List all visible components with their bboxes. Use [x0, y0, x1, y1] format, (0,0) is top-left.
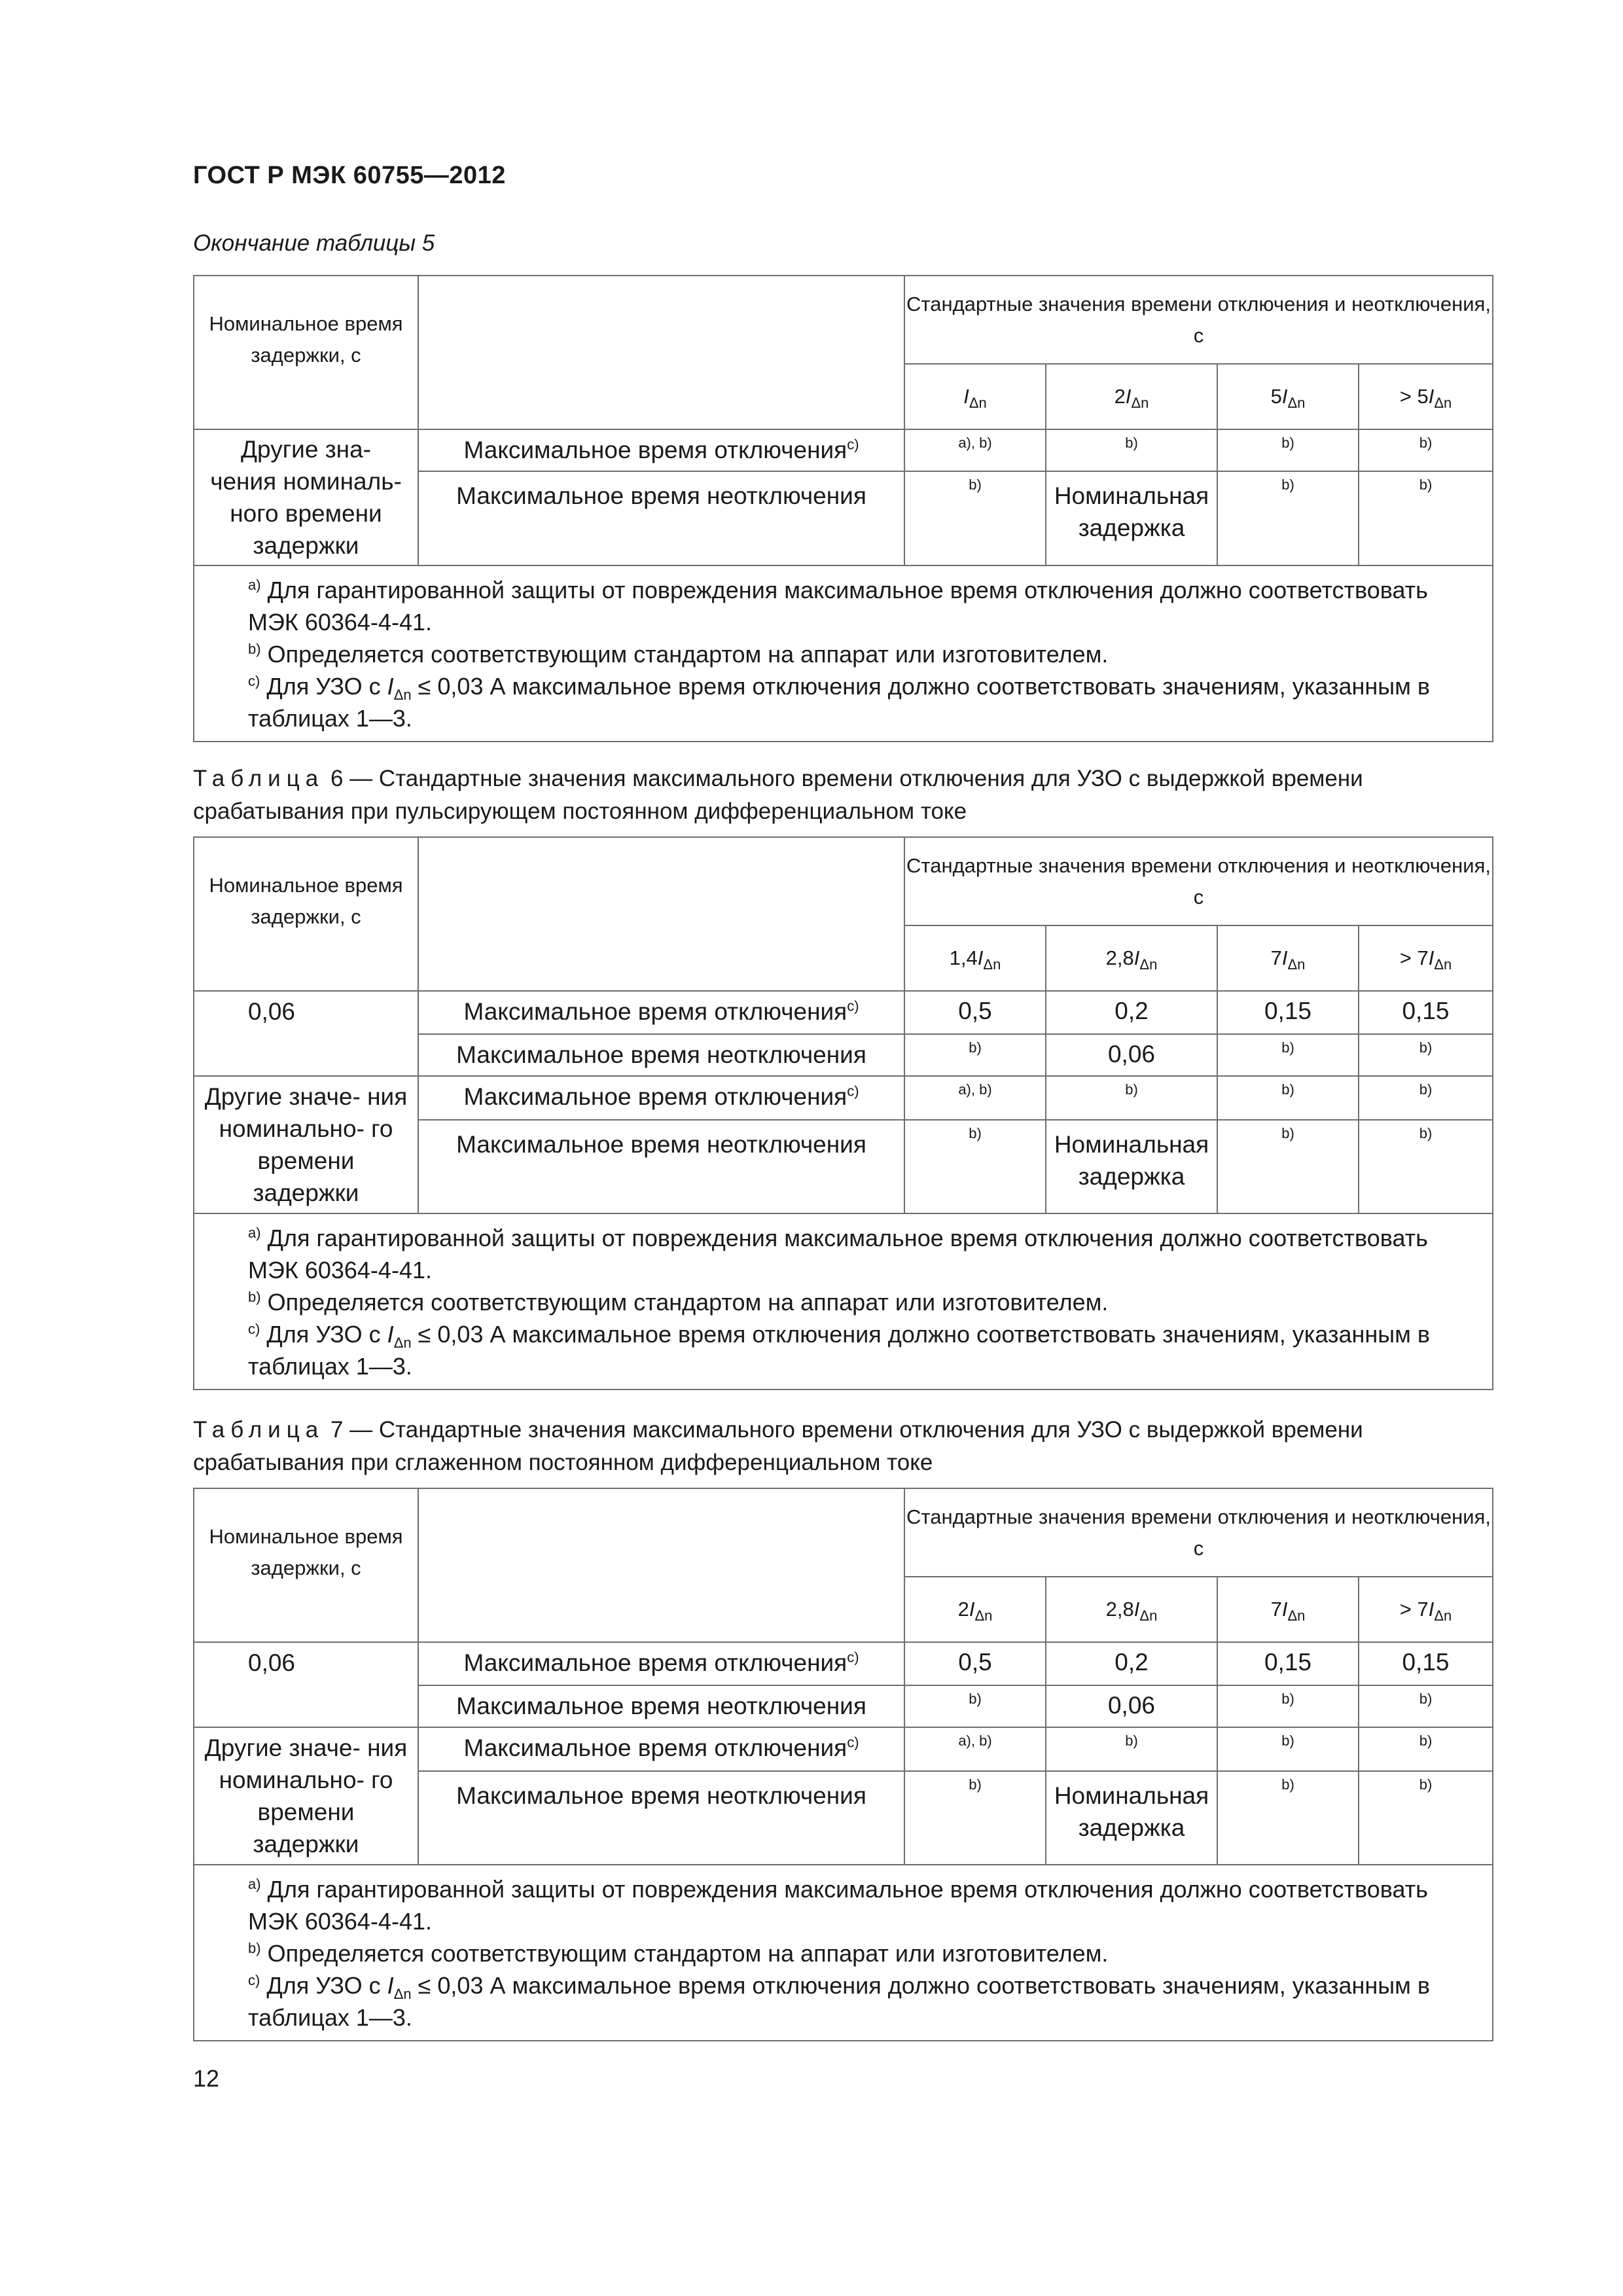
cell-footnote-ref: b) — [904, 1771, 1046, 1865]
cell-footnote-ref: b) — [1359, 429, 1493, 471]
table-continuation-caption: Окончание таблицы 5 — [193, 230, 435, 256]
cell-footnote-ref: b) — [1359, 471, 1493, 565]
cell-value: 0,06 — [1046, 1685, 1217, 1727]
cell-footnote-ref: b) — [1359, 1771, 1493, 1865]
cell-footnote-ref: b) — [1217, 1120, 1359, 1213]
cell-footnote-ref: b) — [1046, 1076, 1217, 1120]
header-standard-values: Стандартные значения времени отключения и неотключения, с — [904, 276, 1493, 364]
footnote-c: $^{c)}$ Для УЗО с $I_{\Delta n} \le 0,03$ А максимальное время отключения должно соответствовать значениям, указанным в таблицах 1—3. — [248, 1321, 1431, 1380]
table-6-title: Таблица 6 — Стандартные значения максимального времени отключения для УЗО с выдержкой времени срабатывания при пульсирующем постоянном дифференциальном токе — [193, 766, 1363, 824]
cell-footnote-ref: b) — [904, 1685, 1046, 1727]
cell-footnote-ref: b) — [1217, 1034, 1359, 1076]
table-5 — [193, 275, 1493, 742]
table-7-title: Таблица 7 — Стандартные значения максимального времени отключения для УЗО с выдержкой времени срабатывания при сглаженном постоянном дифференциальном токе — [193, 1417, 1363, 1475]
cell-value: Номинальная задержка — [1046, 1120, 1217, 1213]
cell-footnote-ref: b) — [1046, 429, 1217, 471]
footnote-c: $^{c)}$ Для УЗО с $I_{\Delta n} \le 0,03$ А максимальное время отключения должно соответствовать значениям, указанным в таблицах 1—3. — [248, 673, 1431, 732]
page-number: 12 — [193, 2065, 220, 2092]
header-multiplier: $2I_{\Delta n}$ — [1046, 364, 1217, 429]
cell-value: 0,15 — [1217, 1642, 1359, 1685]
cell-footnote-ref: b) — [1217, 1727, 1359, 1771]
cell-footnote-ref: b) — [1046, 1727, 1217, 1771]
cell-value: 0,5 — [904, 1642, 1046, 1685]
row-label: Максимальное время отключения$^{c)}$ — [418, 1076, 904, 1120]
header-multiplier: $2,8I_{\Delta n}$ — [1046, 1577, 1217, 1642]
header-nominal-delay: Номинальное время задержки, с — [194, 1488, 418, 1642]
cell-footnote-ref: b) — [1217, 471, 1359, 565]
cell-footnote-ref: b) — [904, 1034, 1046, 1076]
header-empty — [418, 837, 904, 991]
cell-footnote-ref: b) — [904, 1120, 1046, 1213]
cell-footnote-ref: a), b) — [904, 1076, 1046, 1120]
cell-value: 0,2 — [1046, 1642, 1217, 1685]
footnote-a: $^{a)}$ Для гарантированной защиты от повреждения максимальное время отключения должно соответствовать МЭК 60364-4-41. — [248, 1225, 1428, 1283]
cell-footnote-ref: a), b) — [904, 1727, 1046, 1771]
table-footnotes — [194, 1865, 1493, 2041]
footnote-b: $^{b)}$ Определяется соответствующим стандартом на аппарат или изготовителем. — [248, 1289, 1109, 1316]
row-label: Максимальное время отключения$^{c)}$ — [418, 991, 904, 1034]
cell-footnote-ref: b) — [1217, 1076, 1359, 1120]
header-empty — [418, 1488, 904, 1642]
cell-value: 0,5 — [904, 991, 1046, 1034]
cell-footnote-ref: b) — [1359, 1034, 1493, 1076]
cell-footnote-ref: b) — [1359, 1727, 1493, 1771]
cell-footnote-ref: a), b) — [904, 429, 1046, 471]
header-multiplier: $I_{\Delta n}$ — [904, 364, 1046, 429]
row-group-label: Другие значе- ния номинально- го времени задержки — [194, 1727, 418, 1865]
row-label: Максимальное время неотключения — [418, 1120, 904, 1213]
table-6 — [193, 836, 1493, 1390]
cell-footnote-ref: b) — [904, 471, 1046, 565]
table-footnotes — [194, 1213, 1493, 1390]
cell-value: 0,2 — [1046, 991, 1217, 1034]
table-footnotes — [194, 565, 1493, 742]
cell-value: 0,06 — [1046, 1034, 1217, 1076]
header-multiplier: $7I_{\Delta n}$ — [1217, 1577, 1359, 1642]
header-empty — [418, 276, 904, 429]
header-multiplier: $7I_{\Delta n}$ — [1217, 925, 1359, 991]
delay-value: 0,06 — [194, 1642, 418, 1727]
header-standard-values: Стандартные значения времени отключения и неотключения, с — [904, 837, 1493, 925]
cell-value: 0,15 — [1217, 991, 1359, 1034]
cell-footnote-ref: b) — [1217, 1685, 1359, 1727]
header-multiplier: $2,8I_{\Delta n}$ — [1046, 925, 1217, 991]
row-label: Максимальное время отключения$^{c)}$ — [418, 1642, 904, 1685]
cell-value: Номинальная задержка — [1046, 471, 1217, 565]
header-multiplier: $5I_{\Delta n}$ — [1217, 364, 1359, 429]
cell-footnote-ref: b) — [1359, 1076, 1493, 1120]
header-nominal-delay: Номинальное время задержки, с — [194, 837, 418, 991]
footnote-b: $^{b)}$ Определяется соответствующим стандартом на аппарат или изготовителем. — [248, 1940, 1109, 1967]
cell-footnote-ref: b) — [1217, 1771, 1359, 1865]
row-label: Максимальное время неотключения — [418, 1034, 904, 1076]
header-standard-values: Стандартные значения времени отключения и неотключения, с — [904, 1488, 1493, 1577]
footnote-a: $^{a)}$ Для гарантированной защиты от повреждения максимальное время отключения должно соответствовать МЭК 60364-4-41. — [248, 577, 1428, 636]
document-header: ГОСТ Р МЭК 60755—2012 — [193, 162, 506, 189]
row-label: Максимальное время неотключения — [418, 471, 904, 565]
footnote-c: $^{c)}$ Для УЗО с $I_{\Delta n} \le 0,03$ А максимальное время отключения должно соответствовать значениям, указанным в таблицах 1—3. — [248, 1972, 1431, 2031]
cell-footnote-ref: b) — [1359, 1120, 1493, 1213]
row-label: Максимальное время отключения$^{c)}$ — [418, 1727, 904, 1771]
header-multiplier: > $7I_{\Delta n}$ — [1359, 925, 1493, 991]
header-nominal-delay: Номинальное время задержки, с — [194, 276, 418, 429]
cell-value: Номинальная задержка — [1046, 1771, 1217, 1865]
cell-value: 0,15 — [1359, 1642, 1493, 1685]
table-7 — [193, 1488, 1493, 2041]
cell-footnote-ref: b) — [1217, 429, 1359, 471]
footnote-a: $^{a)}$ Для гарантированной защиты от повреждения максимальное время отключения должно соответствовать МЭК 60364-4-41. — [248, 1876, 1428, 1935]
header-multiplier: $1,4I_{\Delta n}$ — [904, 925, 1046, 991]
row-group-label: Другие значе- ния номинально- го времени задержки — [194, 1076, 418, 1213]
cell-footnote-ref: b) — [1359, 1685, 1493, 1727]
row-label: Максимальное время отключения$^{c)}$ — [418, 429, 904, 471]
header-multiplier: $2I_{\Delta n}$ — [904, 1577, 1046, 1642]
footnote-b: $^{b)}$ Определяется соответствующим стандартом на аппарат или изготовителем. — [248, 641, 1109, 668]
row-label: Максимальное время неотключения — [418, 1771, 904, 1865]
header-multiplier: > $5I_{\Delta n}$ — [1359, 364, 1493, 429]
row-label: Максимальное время неотключения — [418, 1685, 904, 1727]
header-multiplier: > $7I_{\Delta n}$ — [1359, 1577, 1493, 1642]
row-group-label: Другие зна- чения номиналь- ного времени задержки — [194, 429, 418, 565]
cell-value: 0,15 — [1359, 991, 1493, 1034]
delay-value: 0,06 — [194, 991, 418, 1076]
